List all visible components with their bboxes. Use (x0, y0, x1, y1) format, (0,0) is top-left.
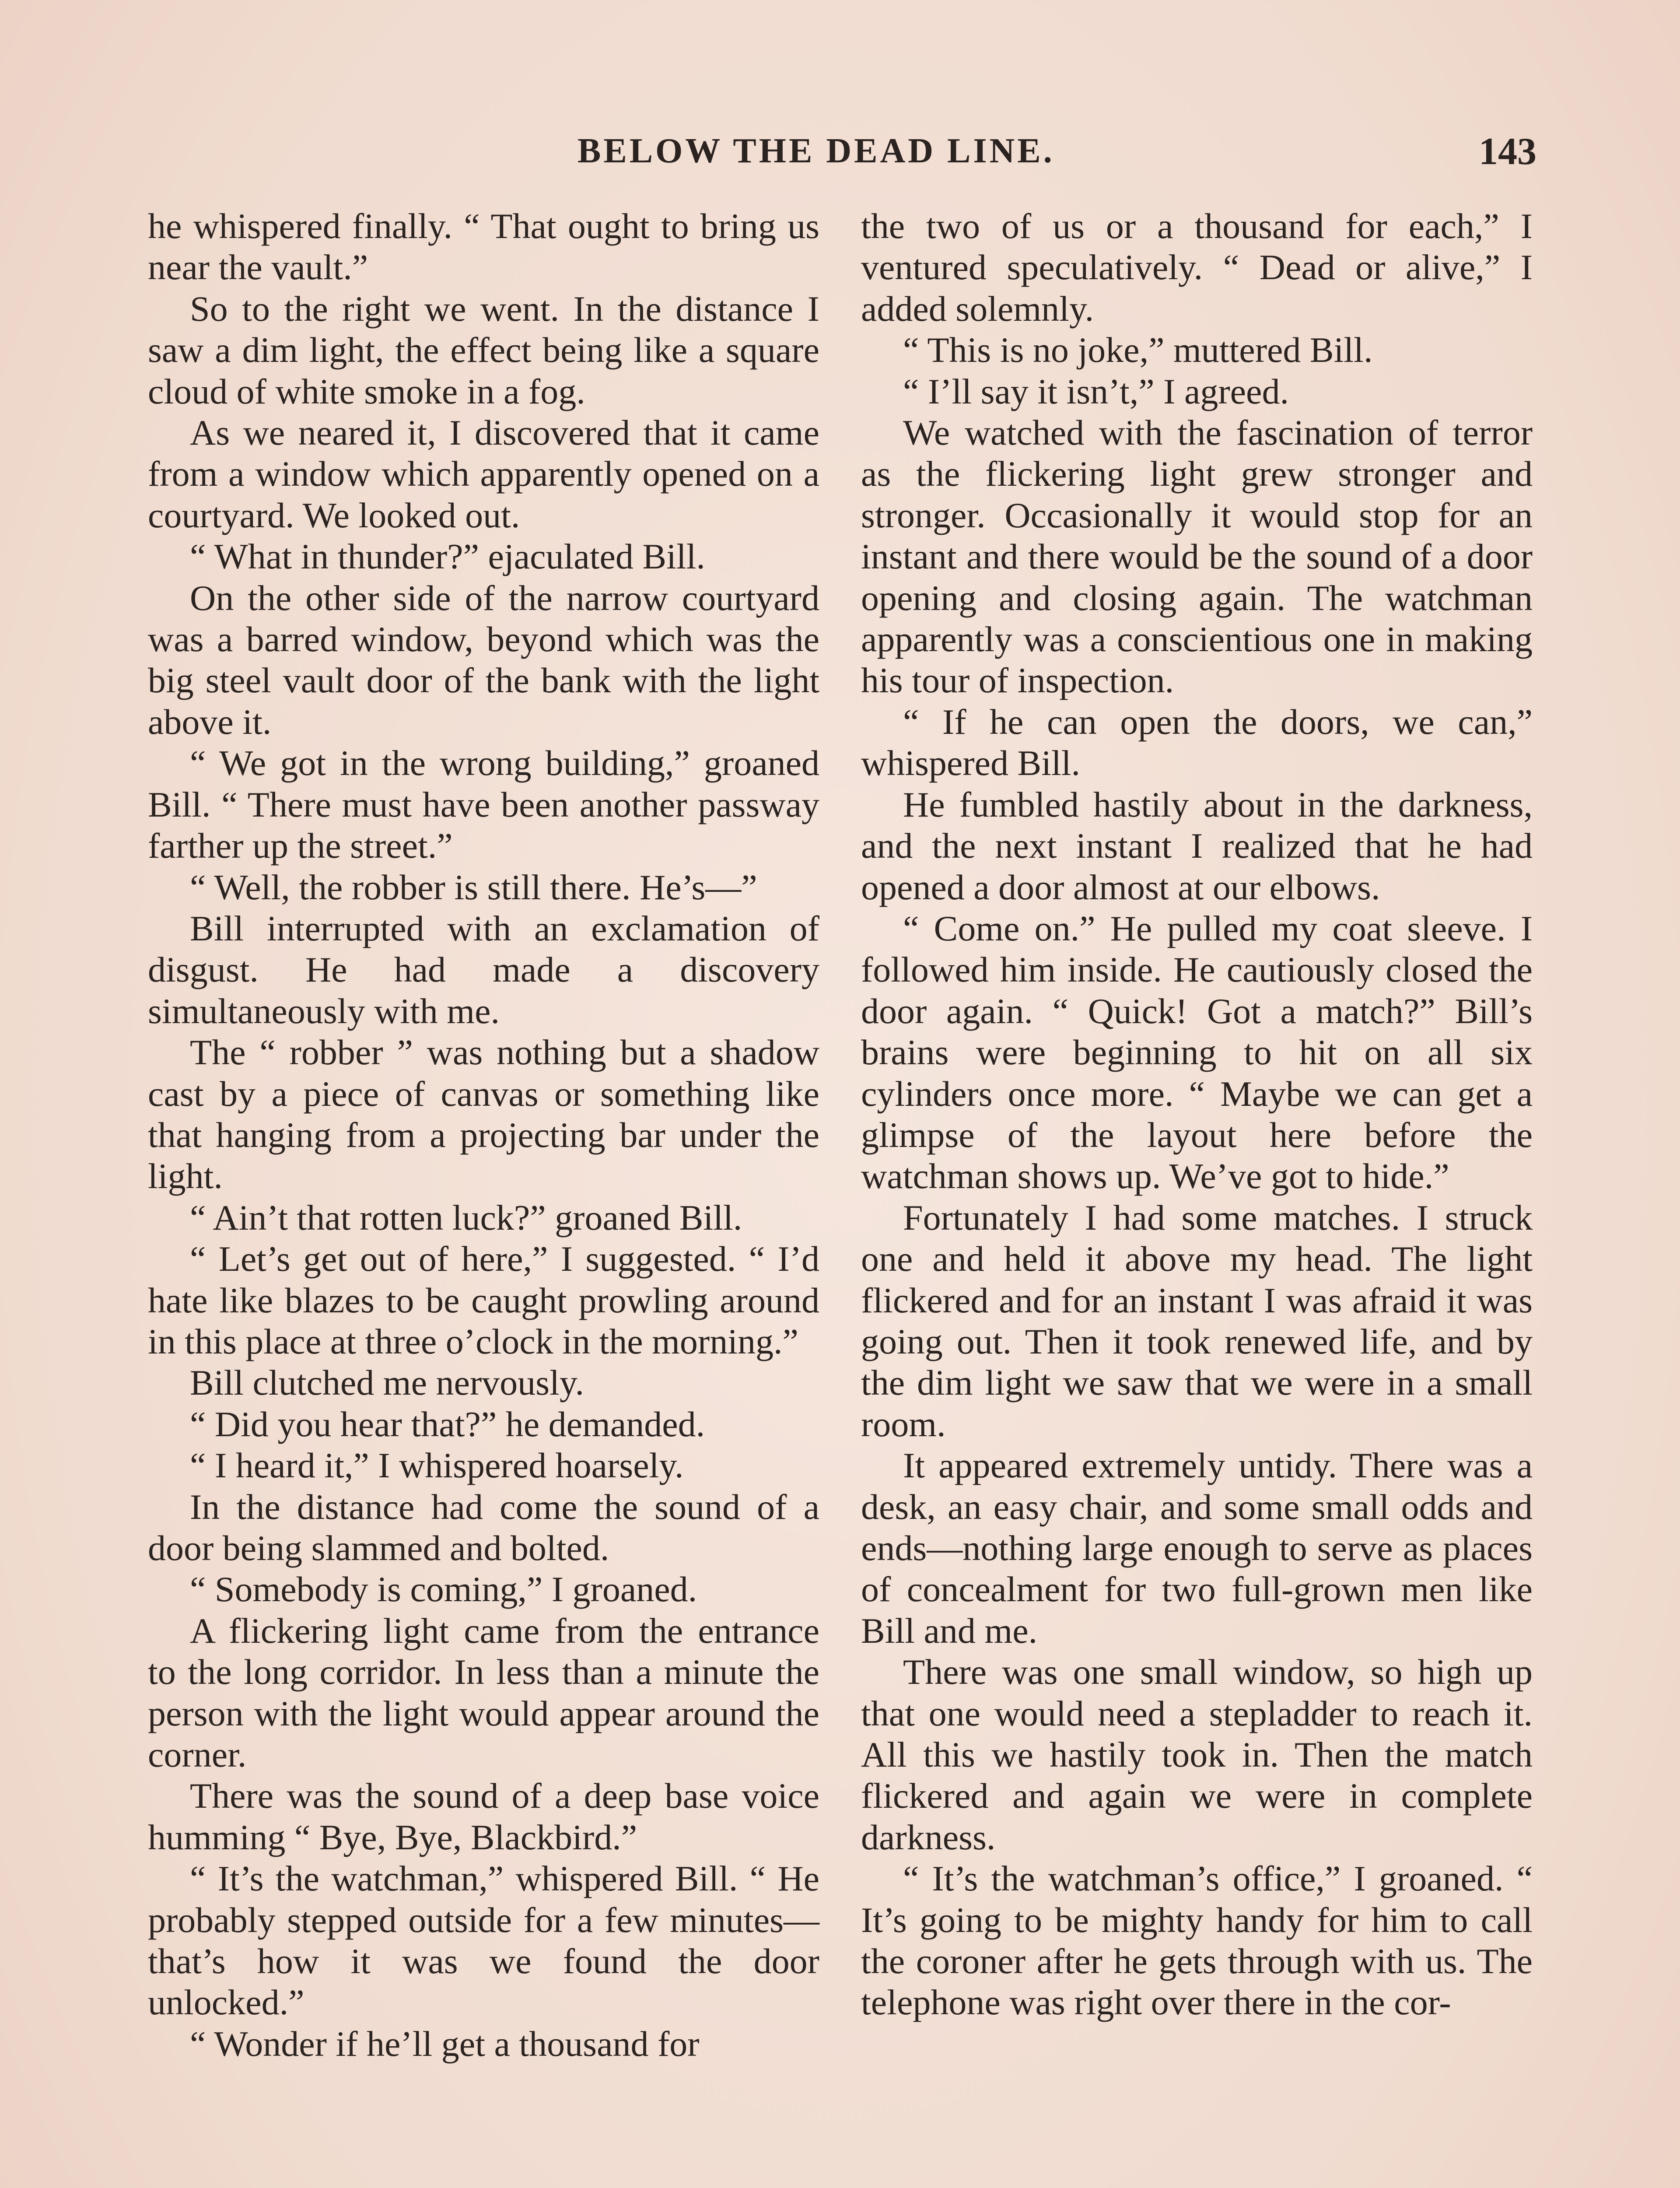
paragraph: Bill clutched me nervously. (190, 1363, 584, 1403)
paragraph: There was one small window, so high up that one would need a stepladder to reach it. All this we hastily took in. Then the match flickered and again we were in complete darkness. (861, 1652, 1533, 1857)
paragraph: “ What in thunder?” ejaculated Bill. (190, 536, 705, 577)
paragraph: “ Ain’t that rotten luck?” groaned Bill. (190, 1197, 742, 1238)
paragraph: the two of us or a thousand for each,” I ventured speculatively. “ Dead or alive,” I added solemnly. (861, 206, 1533, 329)
paragraph: “ I heard it,” I whispered hoarsely. (190, 1445, 684, 1486)
paragraph: “ Did you hear that?” he demanded. (190, 1404, 705, 1444)
paragraph: As we neared it, I discovered that it came from a window which apparently opened on a courtyard. We looked out. (148, 413, 819, 535)
paragraph: “ If he can open the doors, we can,” whispered Bill. (861, 701, 1533, 783)
paragraph: So to the right we went. In the distance I saw a dim light, the effect being like a square cloud of white smoke in a fog. (148, 288, 819, 411)
paragraph: “ Somebody is coming,” I groaned. (190, 1569, 697, 1609)
left-text-column (148, 206, 819, 2065)
paragraph: “ Wonder if he’ll get a thousand for (190, 2023, 700, 2064)
paragraph: “ It’s the watchman,” whispered Bill. “ He probably stepped outside for a few minutes—that’s how it was we found the door unlocked.” (148, 1858, 819, 2023)
paragraph: “ Well, the robber is still there. He’s—” (190, 867, 757, 907)
running-head (0, 131, 1680, 184)
paragraph: The “ robber ” was nothing but a shadow cast by a piece of canvas or something like that hanging from a projecting bar under the light. (148, 1032, 819, 1196)
paragraph: It appeared extremely untidy. There was a desk, an easy chair, and some small odds and ends—nothing large enough to serve as places of concealment for two full-grown men like Bill and me. (861, 1445, 1533, 1651)
page-number: 143 (1479, 130, 1536, 173)
paragraph: We watched with the fascination of terror as the flickering light grew stronger and stronger. Occasionally it would stop for an instant and there would be the sound of a door opening and closing again. The watchman apparently was a conscientious one in making his tour of inspection. (861, 413, 1533, 701)
paragraph: he whispered finally. “ That ought to bring us near the vault.” (148, 206, 819, 288)
paragraph: Bill interrupted with an exclamation of disgust. He had made a discovery simultaneously with me. (148, 908, 819, 1031)
paragraph: Fortunately I had some matches. I struck one and held it above my head. The light flickered and for an instant I was afraid it was going out. Then it took renewed life, and by the dim light we saw that we were in a small room. (861, 1197, 1533, 1444)
paragraph: “ This is no joke,” muttered Bill. (903, 330, 1373, 370)
paragraph: There was the sound of a deep base voice humming “ Bye, Bye, Blackbird.” (148, 1776, 819, 1857)
paragraph: In the distance had come the sound of a door being slammed and bolted. (148, 1487, 819, 1568)
paragraph: He fumbled hastily about in the darkness, and the next instant I realized that he had opened a door almost at our elbows. (861, 784, 1533, 907)
paragraph: On the other side of the narrow courtyard was a barred window, beyond which was the big steel vault door of the bank with the light above it. (148, 578, 819, 742)
right-text-column (861, 206, 1533, 2023)
paragraph: “ Let’s get out of here,” I suggested. “ I’d hate like blazes to be caught prowling around in this place at three o’clock in the morning.” (148, 1239, 819, 1361)
paragraph: “ Come on.” He pulled my coat sleeve. I followed him inside. He cautiously closed the door again. “ Quick! Got a match?” Bill’s brains were beginning to hit on all six cylinders once more. “ Maybe we can get a glimpse of the layout here before the watchman shows up. We’ve got to hide.” (861, 908, 1533, 1196)
running-head-title: BELOW THE DEAD LINE. (578, 132, 1055, 170)
paragraph: “ It’s the watchman’s office,” I groaned. “ It’s going to be mighty handy for him to call the coroner after he gets through with us. The telephone was right over there in the cor- (861, 1858, 1533, 2023)
paragraph: “ We got in the wrong building,” groaned Bill. “ There must have been another passway farther up the street.” (148, 743, 819, 866)
paragraph: A flickering light came from the entrance to the long corridor. In less than a minute the person with the light would appear around the corner. (148, 1610, 819, 1775)
paragraph: “ I’ll say it isn’t,” I agreed. (903, 371, 1289, 411)
